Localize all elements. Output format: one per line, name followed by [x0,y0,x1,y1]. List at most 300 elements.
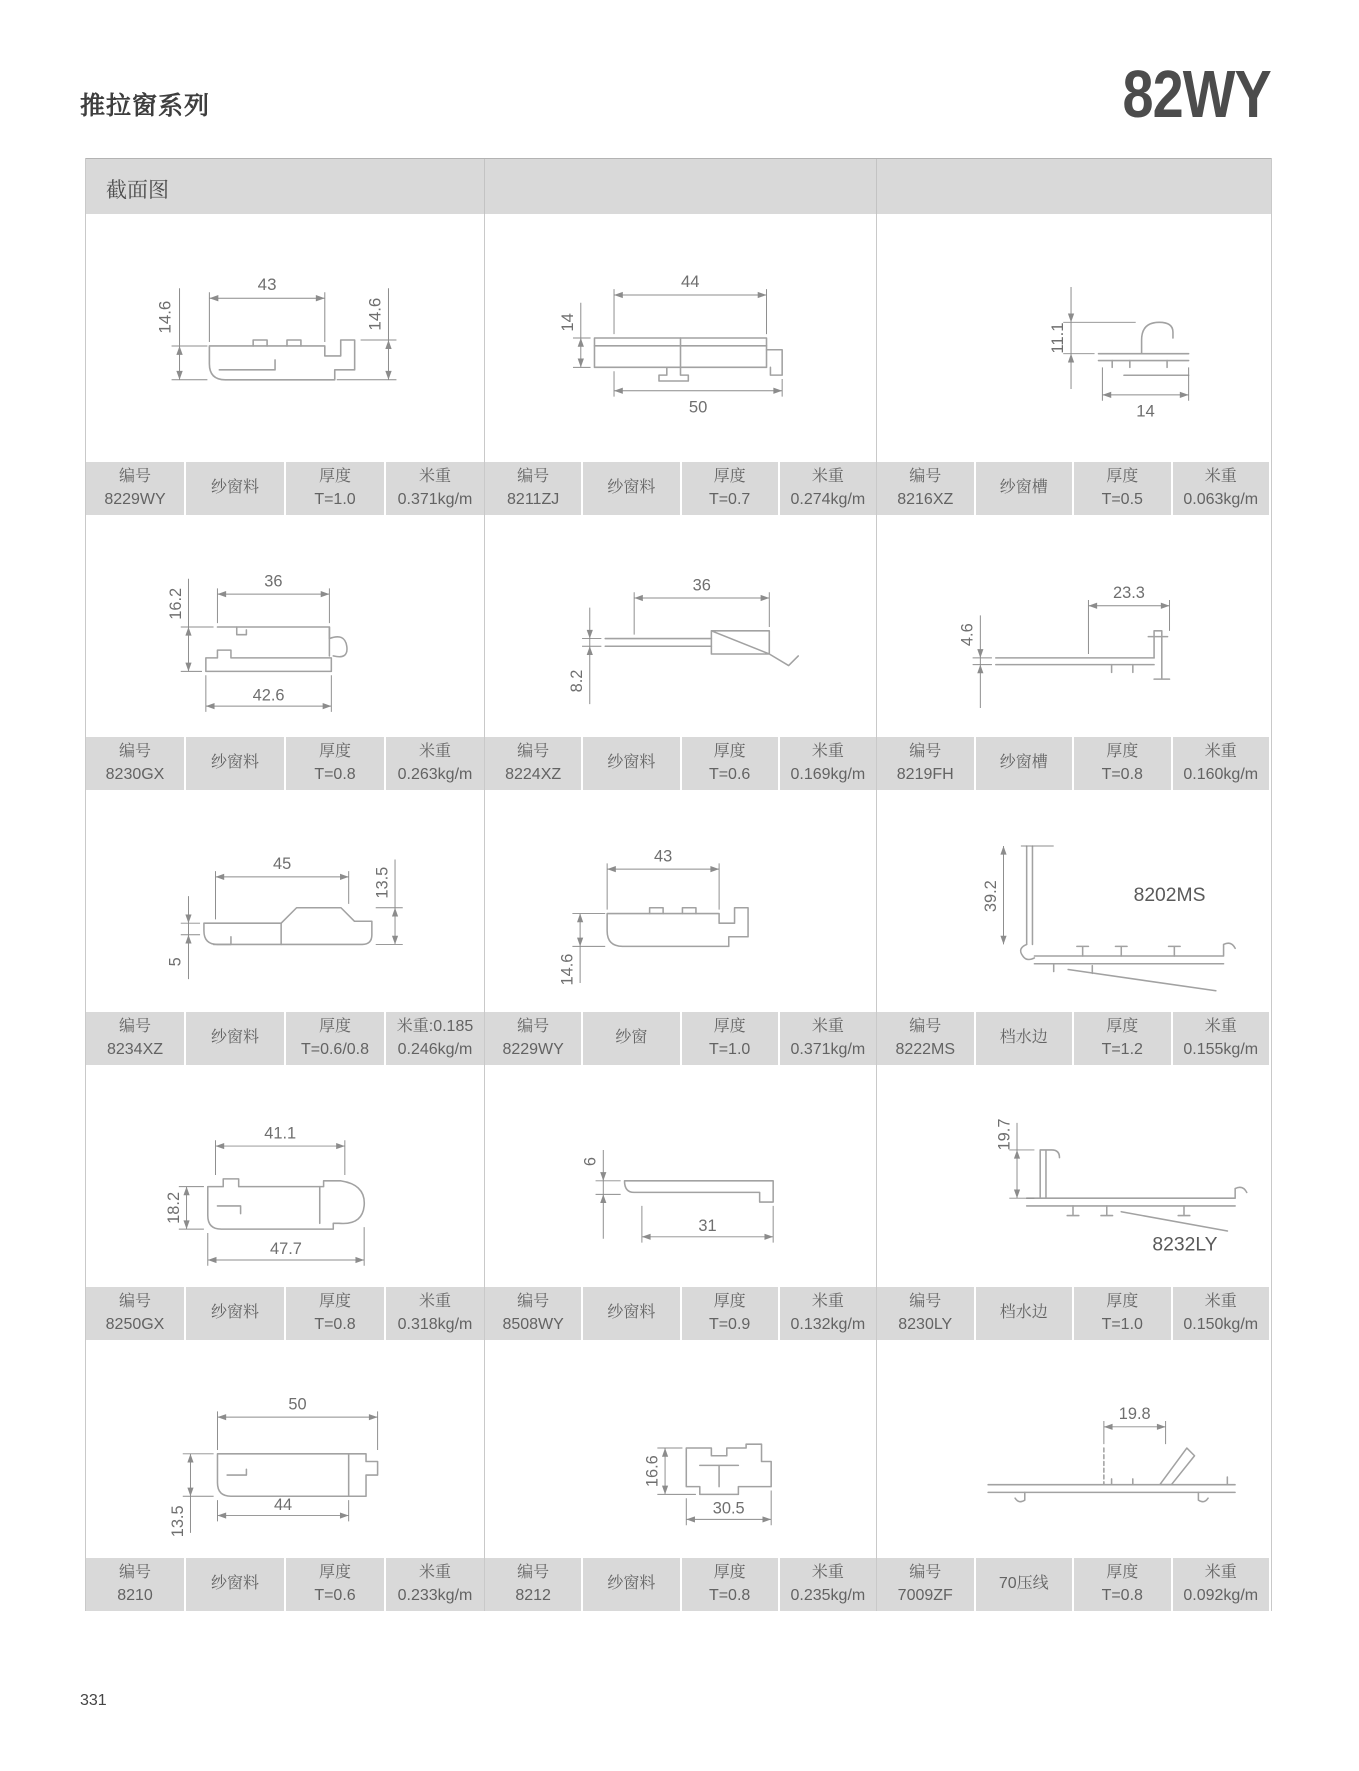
code-value: 8212 [515,1586,551,1604]
dimension-label: 6 [581,1156,600,1167]
dimension-left [156,288,208,380]
profile-info-strip [86,737,484,790]
code-value: 8508WY [502,1315,564,1333]
material-value: 纱窗料 [607,754,656,772]
code-value: 8216XZ [897,490,954,508]
thickness-cell [1074,1012,1171,1065]
dimension-label: 23.3 [1113,584,1145,603]
weight-label: 米重 [811,1564,844,1582]
table-row [86,515,1271,790]
thickness-value: T=0.5 [1101,490,1143,508]
table-header-col-2 [484,159,876,214]
code-cell [86,1012,184,1065]
thickness-value: T=0.6/0.8 [300,1040,370,1058]
cross-section-diagram [86,515,484,737]
weight-cell [780,462,876,515]
thickness-value: T=0.8 [1101,1586,1143,1604]
weight-label: 米重:0.185 [396,1018,474,1036]
weight-label: 米重 [1204,1564,1237,1582]
thickness-value: T=0.8 [1101,765,1143,783]
profile-cell-7009ZF [876,1340,1269,1611]
profile-info-strip [877,1558,1269,1611]
profile-cell-8250GX [86,1065,484,1340]
code-label: 编号 [517,468,550,486]
weight-cell [1173,462,1270,515]
code-label: 编号 [118,1018,151,1036]
dimension-top [634,576,769,634]
dimension-left [167,896,200,979]
code-label: 编号 [118,743,151,761]
material-cell [976,1558,1073,1611]
weight-value: 0.155kg/m [1183,1040,1259,1058]
material-cell [186,1012,284,1065]
thickness-value: T=0.8 [708,1586,751,1604]
page-header [80,57,1271,133]
dimension-label: 44 [681,272,700,292]
code-value: 8210 [117,1586,153,1604]
profile-drawing-8219FH [877,515,1269,737]
material-cell [583,1287,679,1340]
profile-info-strip [86,1287,484,1340]
profile-info-strip [877,1287,1269,1340]
thickness-label: 厚度 [713,468,746,486]
thickness-cell [682,1287,778,1340]
cross-section-diagram [485,1065,876,1287]
dimension-left [558,303,591,368]
thickness-cell [682,737,778,790]
dimension-label: 14.6 [558,953,577,986]
code-cell [877,737,974,790]
thickness-cell [1074,462,1171,515]
code-cell [485,737,581,790]
thickness-cell [682,1558,778,1611]
code-cell [877,1558,974,1611]
dimension-label: 4.6 [958,623,977,647]
weight-value: 0.160kg/m [1183,765,1259,783]
weight-label: 米重 [811,1293,844,1311]
thickness-cell [1074,737,1171,790]
dimension-label: 16.2 [166,587,185,620]
code-cell [86,462,184,515]
dimension-label: 14.6 [155,300,175,334]
code-cell [86,737,184,790]
weight-label: 米重 [1204,468,1237,486]
material-cell [976,462,1073,515]
cross-section-diagram [877,214,1269,462]
profile-drawing-8250GX [86,1065,484,1287]
material-cell [583,1012,679,1065]
profile-outline [204,908,372,945]
thickness-cell [286,1287,384,1340]
weight-label: 米重 [811,468,844,486]
cross-section-diagram [86,1065,484,1287]
dimension-top [614,272,766,334]
weight-value: 0.371kg/m [790,1040,866,1058]
weight-cell [386,737,484,790]
dimension-top [607,847,719,909]
dimension-label: 30.5 [712,1499,745,1518]
profile-outline [1021,846,1236,991]
related-profile-label: 8232LY [1152,1234,1218,1256]
profile-cell-8230GX [86,515,484,790]
code-cell [485,462,581,515]
dimension-left [982,846,1054,944]
profile-outline [206,627,347,671]
cross-section-diagram [877,790,1269,1012]
material-cell [583,1558,679,1611]
thickness-label: 厚度 [318,468,351,486]
profile-cell-8229WY-2 [484,790,876,1065]
weight-cell [386,1558,484,1611]
dimension-label: 19.8 [1118,1405,1151,1424]
dimension-bottom [217,1496,348,1522]
thickness-value: T=1.0 [708,1040,751,1058]
code-label: 编号 [517,1293,550,1311]
thickness-value: T=0.6 [314,1586,356,1604]
profile-drawing-8229WY [86,214,484,462]
cross-section-diagram [877,1065,1269,1287]
thickness-label: 厚度 [713,1293,746,1311]
cross-section-diagram [86,214,484,462]
weight-label: 米重 [811,743,844,761]
dimension-label: 50 [288,1395,307,1414]
material-value: 档水边 [999,1029,1048,1047]
weight-label: 米重 [418,1564,451,1582]
profile-info-strip [877,1012,1269,1065]
code-cell [877,1287,974,1340]
weight-cell [780,1012,876,1065]
dimension-label: 31 [698,1217,717,1236]
profile-drawing-8230GX [86,515,484,737]
code-value: 8219FH [896,765,954,783]
profile-outline [208,1179,365,1229]
weight-cell [386,462,484,515]
code-label: 编号 [909,743,942,761]
profile-cell-8508WY [484,1065,876,1340]
weight-label: 米重 [1204,1293,1237,1311]
code-value: 8229WY [502,1040,564,1058]
profile-drawing-8216XZ [877,214,1269,462]
material-value: 纱窗料 [210,1575,259,1593]
profile-info-strip [485,462,876,515]
thickness-label: 厚度 [1106,1018,1139,1036]
profile-drawing-7009ZF [877,1340,1269,1558]
dimension-label: 8.2 [568,669,587,693]
material-value: 纱窗槽 [999,754,1048,772]
profile-outline [988,1448,1235,1502]
weight-value: 0.318kg/m [397,1315,473,1333]
weight-cell [1173,737,1270,790]
profile-drawing-8229WY-2 [485,790,876,1012]
thickness-value: T=1.2 [1101,1040,1143,1058]
section-header: 截面图 [106,179,169,202]
dimension-left [558,914,605,986]
code-label: 编号 [517,1564,550,1582]
thickness-value: T=0.7 [708,490,751,508]
dimension-left [169,1454,214,1537]
code-value: 8222MS [895,1040,956,1058]
thickness-label: 厚度 [1106,1564,1139,1582]
dimension-label: 42.6 [252,686,285,705]
dimension-label: 44 [273,1495,293,1514]
weight-label: 米重 [1204,743,1237,761]
thickness-cell [286,1558,384,1611]
page-number: 331 [80,1692,107,1709]
weight-cell [780,1558,876,1611]
code-label: 编号 [909,1293,942,1311]
thickness-label: 厚度 [713,1018,746,1036]
thickness-cell [286,1012,384,1065]
dimension-left [959,615,992,708]
dimension-top [217,1395,377,1450]
material-value: 纱窗料 [210,479,259,497]
profile-drawing-8210 [86,1340,484,1558]
dimension-top [217,572,329,623]
table-header-row [86,158,1271,214]
weight-label: 米重 [1204,1018,1237,1036]
thickness-value: T=0.9 [708,1315,751,1333]
dimension-top [1104,1405,1166,1444]
weight-value: 0.371kg/m [397,490,473,508]
dimension-label: 14 [1136,401,1155,421]
profile-outline [1027,1150,1247,1231]
material-value: 纱窗料 [210,1029,259,1047]
dimension-right [373,859,402,944]
code-value: 7009ZF [897,1586,953,1604]
profile-info-strip [86,1558,484,1611]
weight-label: 米重 [418,1293,451,1311]
table-row [86,790,1271,1065]
cross-section-diagram [485,214,876,462]
dimension-label: 11.1 [1048,322,1068,354]
dimension-left [1048,287,1136,389]
thickness-label: 厚度 [318,1293,351,1311]
material-cell [186,462,284,515]
dimension-top [216,1124,345,1175]
dimension-label: 41.1 [264,1124,297,1143]
weight-value: 0.150kg/m [1183,1315,1259,1333]
profile-outline [605,631,798,666]
thickness-label: 厚度 [318,1018,351,1036]
dimension-top [216,855,349,919]
profile-outline [607,908,748,947]
profile-drawing-8234XZ [86,790,484,1012]
code-cell [485,1287,581,1340]
code-value: 8211ZJ [507,490,560,508]
dimension-label: 50 [688,397,708,417]
profile-outline [217,1454,377,1496]
material-value: 纱窗 [615,1029,648,1047]
dimension-label: 19.7 [995,1118,1014,1151]
material-cell [186,1558,284,1611]
profile-outline [996,631,1170,679]
dimension-label: 43 [654,847,673,866]
dimension-label: 5 [166,957,185,967]
dimension-bottom [206,675,331,712]
weight-value: 0.274kg/m [790,490,866,508]
dimension-label: 43 [257,275,277,295]
material-value: 纱窗料 [607,1304,656,1322]
cross-section-diagram [877,1340,1269,1558]
thickness-cell [682,1012,778,1065]
weight-cell [780,1287,876,1340]
profile-outline [594,338,782,381]
profile-cell-8229WY [86,214,484,515]
code-value: 8224XZ [505,765,562,783]
code-cell [86,1287,184,1340]
weight-value: 0.132kg/m [790,1315,866,1333]
dimension-bottom [642,1206,773,1243]
dimension-bottom [686,1490,771,1525]
profile-drawing-8211ZJ [485,214,876,462]
weight-label: 米重 [811,1018,844,1036]
cross-section-diagram [86,790,484,1012]
code-label: 编号 [118,1293,151,1311]
profile-info-strip [485,1558,876,1611]
code-label: 编号 [118,468,151,486]
dimension-label: 16.6 [643,1455,662,1488]
profile-cell-8224XZ [484,515,876,790]
code-label: 编号 [118,1564,151,1582]
weight-label: 米重 [418,743,451,761]
material-value: 档水边 [999,1304,1048,1322]
code-cell [877,462,974,515]
profile-cell-8219FH [876,515,1269,790]
thickness-label: 厚度 [713,1564,746,1582]
weight-cell [386,1012,484,1065]
material-cell [583,462,679,515]
thickness-value: T=1.0 [1101,1315,1143,1333]
thickness-cell [1074,1287,1171,1340]
thickness-cell [286,462,384,515]
weight-cell [1173,1558,1270,1611]
thickness-label: 厚度 [713,743,746,761]
dimension-left [995,1119,1034,1199]
dimension-label: 18.2 [164,1191,183,1224]
material-value: 纱窗槽 [999,479,1048,497]
thickness-label: 厚度 [1106,1293,1139,1311]
material-cell [976,1012,1073,1065]
profile-outline [686,1444,771,1494]
cross-section-diagram [877,515,1269,737]
profile-info-strip [86,462,484,515]
profile-cell-8210 [86,1340,484,1611]
related-profile-label: 8202MS [1133,885,1206,906]
code-label: 编号 [517,1018,550,1036]
cross-section-diagram [485,790,876,1012]
profile-outline [209,340,354,380]
dimension-label: 45 [272,855,292,874]
profile-catalog-table [85,158,1272,1611]
profile-info-strip [485,737,876,790]
code-value: 8229WY [104,490,166,508]
code-label: 编号 [909,1018,942,1036]
code-label: 编号 [517,743,550,761]
weight-cell [386,1287,484,1340]
material-cell [976,737,1073,790]
dimension-label: 36 [264,572,283,591]
weight-value: 0.263kg/m [397,765,473,783]
profile-drawing-8508WY [485,1065,876,1287]
weight-cell [780,737,876,790]
code-label: 编号 [909,468,942,486]
profile-cell-8234XZ [86,790,484,1065]
profile-drawing-8230LY [877,1065,1269,1287]
profile-cell-8211ZJ [484,214,876,515]
material-cell [976,1287,1073,1340]
profile-outline [625,1181,774,1202]
weight-value: 0.233kg/m [397,1586,473,1604]
material-value: 纱窗料 [607,479,656,497]
code-value: 8250GX [105,1315,165,1333]
series-code: 82WY [1122,57,1271,133]
code-cell [877,1012,974,1065]
table-header-col-3 [876,159,1269,214]
dimension-bottom [614,371,782,416]
code-cell [485,1012,581,1065]
code-value: 8230LY [898,1315,953,1333]
profile-drawing-8222MS [877,790,1269,1012]
material-cell [186,1287,284,1340]
material-value: 70压线 [998,1575,1049,1593]
thickness-value: T=1.0 [314,490,356,508]
profile-info-strip [485,1287,876,1340]
code-value: 8234XZ [106,1040,164,1058]
profile-cell-8212 [484,1340,876,1611]
material-value: 纱窗料 [210,754,259,772]
profile-info-strip [485,1012,876,1065]
table-row [86,214,1271,515]
material-cell [186,737,284,790]
weight-value: 0.169kg/m [790,765,866,783]
weight-value: 0.235kg/m [790,1586,866,1604]
weight-value: 0.246kg/m [397,1040,473,1058]
thickness-cell [682,462,778,515]
weight-label: 米重 [418,468,451,486]
dimension-left [568,608,601,705]
table-row [86,1340,1271,1611]
dimension-label: 14 [557,313,577,332]
profile-info-strip [877,462,1269,515]
dimension-bottom [208,1227,364,1266]
profile-drawing-8212 [485,1340,876,1558]
thickness-cell [1074,1558,1171,1611]
thickness-label: 厚度 [318,1564,351,1582]
code-label: 编号 [909,1564,942,1582]
thickness-value: T=0.6 [708,765,751,783]
dimension-label: 13.5 [168,1505,187,1538]
weight-cell [1173,1287,1270,1340]
thickness-label: 厚度 [318,743,351,761]
material-value: 纱窗料 [210,1304,259,1322]
weight-value: 0.063kg/m [1183,490,1259,508]
table-row [86,1065,1271,1340]
cross-section-diagram [485,1340,876,1558]
thickness-label: 厚度 [1106,743,1139,761]
dimension-top [209,275,324,342]
dimension-label: 13.5 [373,866,392,899]
weight-cell [1173,1012,1270,1065]
dimension-label: 36 [692,576,711,595]
dimension-label: 39.2 [981,880,1000,913]
thickness-label: 厚度 [1106,468,1139,486]
cross-section-diagram [86,1340,484,1558]
weight-value: 0.092kg/m [1183,1586,1259,1604]
dimension-left [165,1187,204,1229]
dimension-label: 47.7 [270,1240,302,1259]
material-value: 纱窗料 [607,1575,656,1593]
dimension-right [337,288,397,380]
